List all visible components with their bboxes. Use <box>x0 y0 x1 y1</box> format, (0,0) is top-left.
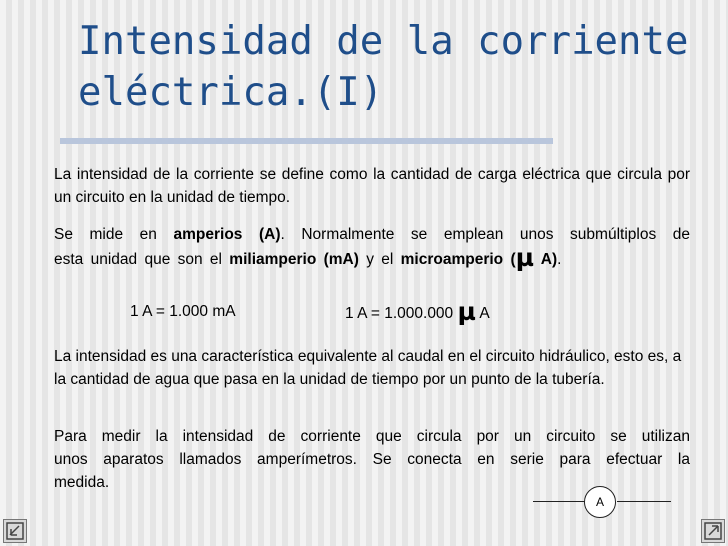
equation-milliamp: 1 A = 1.000 mA <box>130 303 236 320</box>
title-underline <box>60 138 553 144</box>
amperios-term: amperios (A) <box>173 226 281 243</box>
microamperio-term <box>400 243 558 272</box>
equation-microamp-text: 1 A = 1.000.000 <box>345 305 458 322</box>
microamperio-text: microamperio ( <box>400 251 516 268</box>
mu-symbol: µ <box>515 243 535 272</box>
nav-line-left <box>533 501 585 502</box>
scroll-left-button[interactable] <box>3 519 27 543</box>
units-paragraph <box>54 223 690 271</box>
units-text-end: . <box>557 251 562 268</box>
units-line-1 <box>54 223 690 246</box>
miliamperio-term: miliamperio (mA) <box>229 251 359 268</box>
measurement-line-3: medida. <box>54 474 110 491</box>
slide-title <box>78 16 698 118</box>
mu-symbol: µ <box>457 297 476 326</box>
title-line-2: eléctrica.(I) <box>78 70 384 115</box>
units-text-a: Se mide en <box>54 226 174 243</box>
scroll-right-button[interactable] <box>701 519 725 543</box>
nav-line-right <box>617 501 671 502</box>
equation-microamp-unit: A <box>475 305 490 322</box>
title-line-1: Intensidad de la corriente <box>78 19 689 64</box>
measurement-paragraph <box>54 425 690 494</box>
microamperio-unit: A) <box>534 251 558 268</box>
scroll-right-icon <box>703 521 723 541</box>
units-text-c: . Normalmente se emplean unos submúltiplos de <box>280 226 690 243</box>
scroll-left-icon <box>5 521 25 541</box>
nav-a-button[interactable]: A <box>584 486 616 518</box>
measurement-line-2: unos aparatos llamados amperímetros. Se conecta en serie para efectuar la <box>54 451 690 468</box>
definition-paragraph: La intensidad de la corriente se define como la cantidad de carga eléctrica que circula por un circuito en la unidad de tiempo. <box>54 166 690 206</box>
equation-microamp <box>345 297 490 326</box>
units-text-f: y el <box>358 251 401 268</box>
analogy-paragraph: La intensidad es una característica equivalente al caudal en el circuito hidráulico, esto es, a la cantidad de agua que pasa en la unidad de tiempo por un punto de la tubería. <box>54 348 682 388</box>
measurement-line-1: Para medir la intensidad de corriente que circula por un circuito se utilizan <box>54 428 690 445</box>
units-text-d: esta unidad que son el <box>54 251 230 268</box>
